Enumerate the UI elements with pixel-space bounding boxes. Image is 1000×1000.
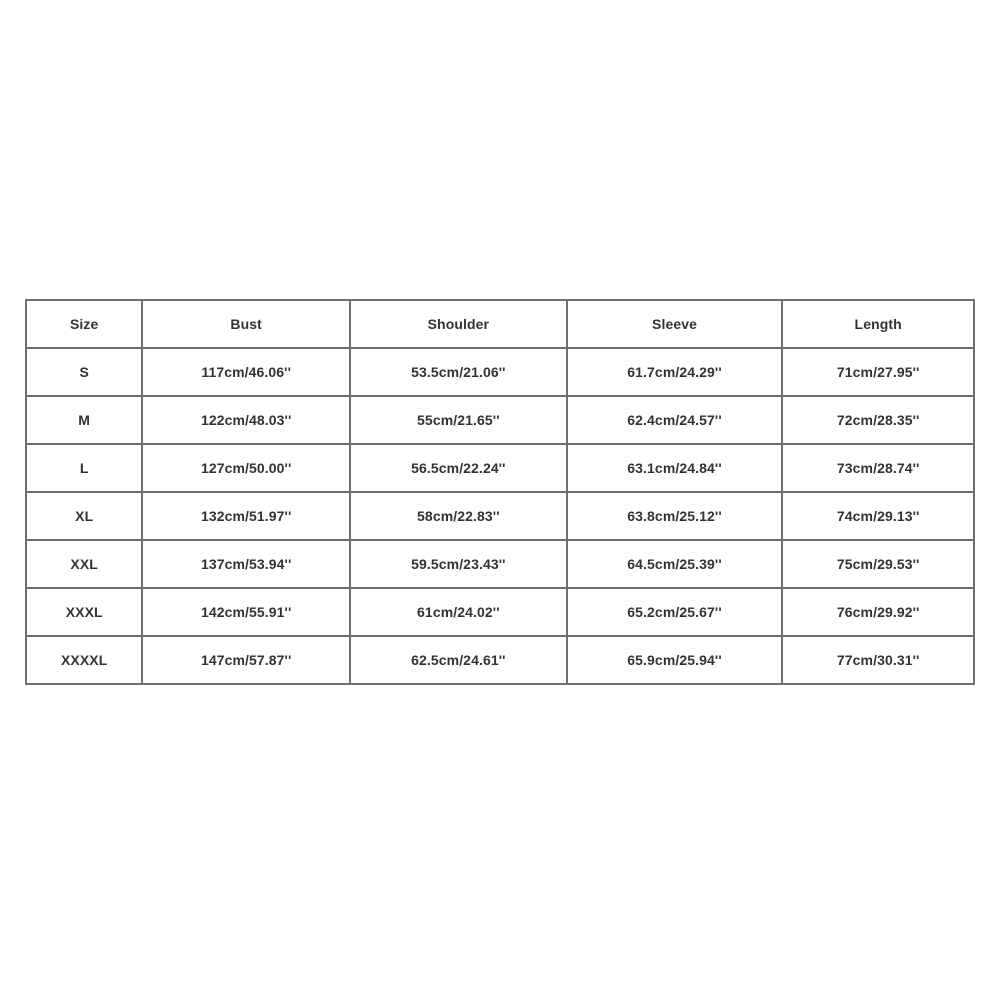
header-shoulder: Shoulder	[350, 300, 567, 348]
size-cell: S	[26, 348, 142, 396]
sleeve-cell: 64.5cm/25.39''	[567, 540, 783, 588]
table-row	[26, 636, 974, 684]
header-row	[26, 300, 974, 348]
table-row	[26, 540, 974, 588]
length-cell: 76cm/29.92''	[782, 588, 974, 636]
size-chart-table	[25, 299, 975, 685]
shoulder-cell: 61cm/24.02''	[350, 588, 567, 636]
size-cell: XXXXL	[26, 636, 142, 684]
bust-cell: 127cm/50.00''	[142, 444, 350, 492]
sleeve-cell: 63.1cm/24.84''	[567, 444, 783, 492]
size-cell: XL	[26, 492, 142, 540]
bust-cell: 142cm/55.91''	[142, 588, 350, 636]
length-cell: 75cm/29.53''	[782, 540, 974, 588]
table-row	[26, 348, 974, 396]
sleeve-cell: 62.4cm/24.57''	[567, 396, 783, 444]
header-sleeve: Sleeve	[567, 300, 783, 348]
table-row	[26, 588, 974, 636]
bust-cell: 137cm/53.94''	[142, 540, 350, 588]
size-cell: XXL	[26, 540, 142, 588]
size-cell: XXXL	[26, 588, 142, 636]
shoulder-cell: 53.5cm/21.06''	[350, 348, 567, 396]
sleeve-cell: 61.7cm/24.29''	[567, 348, 783, 396]
length-cell: 74cm/29.13''	[782, 492, 974, 540]
shoulder-cell: 58cm/22.83''	[350, 492, 567, 540]
length-cell: 77cm/30.31''	[782, 636, 974, 684]
shoulder-cell: 56.5cm/22.24''	[350, 444, 567, 492]
bust-cell: 122cm/48.03''	[142, 396, 350, 444]
sleeve-cell: 63.8cm/25.12''	[567, 492, 783, 540]
header-length: Length	[782, 300, 974, 348]
length-cell: 72cm/28.35''	[782, 396, 974, 444]
sleeve-cell: 65.9cm/25.94''	[567, 636, 783, 684]
size-cell: M	[26, 396, 142, 444]
header-bust: Bust	[142, 300, 350, 348]
size-cell: L	[26, 444, 142, 492]
table-row	[26, 396, 974, 444]
length-cell: 73cm/28.74''	[782, 444, 974, 492]
sleeve-cell: 65.2cm/25.67''	[567, 588, 783, 636]
shoulder-cell: 62.5cm/24.61''	[350, 636, 567, 684]
bust-cell: 147cm/57.87''	[142, 636, 350, 684]
table-row	[26, 444, 974, 492]
shoulder-cell: 59.5cm/23.43''	[350, 540, 567, 588]
header-size: Size	[26, 300, 142, 348]
bust-cell: 132cm/51.97''	[142, 492, 350, 540]
shoulder-cell: 55cm/21.65''	[350, 396, 567, 444]
table-row	[26, 492, 974, 540]
length-cell: 71cm/27.95''	[782, 348, 974, 396]
bust-cell: 117cm/46.06''	[142, 348, 350, 396]
